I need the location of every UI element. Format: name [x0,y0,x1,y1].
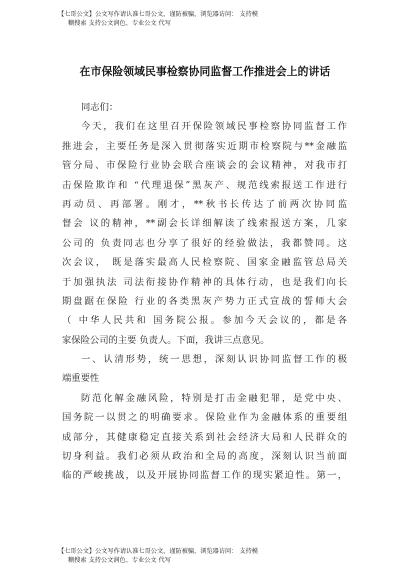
page-header [58,10,358,28]
body-line: 再动员、再部署。刚才，**秋书长传达了前两次协同监 [62,198,347,210]
section-heading: 一、认清形势，统一思想，深刻认识协同监督工作的极 [81,354,347,366]
greeting: 同志们： [81,102,119,113]
body-line: 临的严峻挑战，以及开展协同监督工作的现实紧迫性。第一， [62,470,347,482]
body-line: 国务院一以贯之的明确要求。保险业作为金融体系的重要组 [62,412,347,424]
body-line: 于加强执法 司法衔接协作精神的具体行动，也是我们向长 [62,276,347,288]
body-line: 切身利益。我们必须从政治和全局的高度，深刻认识当前面 [62,451,347,463]
body-line: 公司的 负责同志也分享了很好的经验做法，我都赞同。这 [62,237,347,249]
body-line: 推进会，主要任务是深入贯彻落实近期市检察院与**金融监 [62,140,347,152]
document-title: 在市保险领域民事检察协同监督工作推进会上的讲话 [79,65,331,78]
body-line: （ 中华人民共和 国务院公报。参加今天会议的，都是各 [62,315,347,327]
body-line: 击保险欺诈和 “代理退保”黑灰产、规范线索报送工作进行 [62,179,347,191]
body-line: 期盘踞在保险 行业的各类黑灰产势力正式宣战的誓师大会 [62,295,347,307]
body-line: 次会议， 既是落实最高人民检察院、国家金融监管总局关 [62,257,347,269]
body-line: 防范化解金融风险，特别是打击金融犯罪，是党中央、 [81,392,347,404]
header-line-2: 糊搜索 支持公文润色、专业公文 代写 [68,20,171,27]
body-line: 今天，我们在这里召开保险领域民事检察协同监督工作 [81,121,347,133]
page-footer [58,547,358,565]
body-line: 督会 议的精神，**副会长详细解读了线索报送方案，几家 [62,218,347,230]
body-line: 成部分，其健康稳定直接关系到社会经济大局和人民群众的 [62,431,347,443]
footer-line-1: 【七哥公文】公文写作请认准七哥公文，谨防被骗，浏览器访问： 支持模 [58,548,258,555]
section-heading: 端重要性 [62,373,100,385]
body-line: 家保险公司的主要 负责人。下面，我讲三点意见。 [62,334,270,346]
footer-line-2: 糊搜索 支持公文润色、专业公文 代写 [68,557,171,564]
document-body [62,98,347,486]
body-line: 管分局、市保险行业协会联合座谈会的会议精神，对我市打 [62,160,347,172]
header-line-1: 【七哥公文】公文写作请认准七哥公文，谨防被骗，浏览器访问： 支持模 [58,11,258,18]
